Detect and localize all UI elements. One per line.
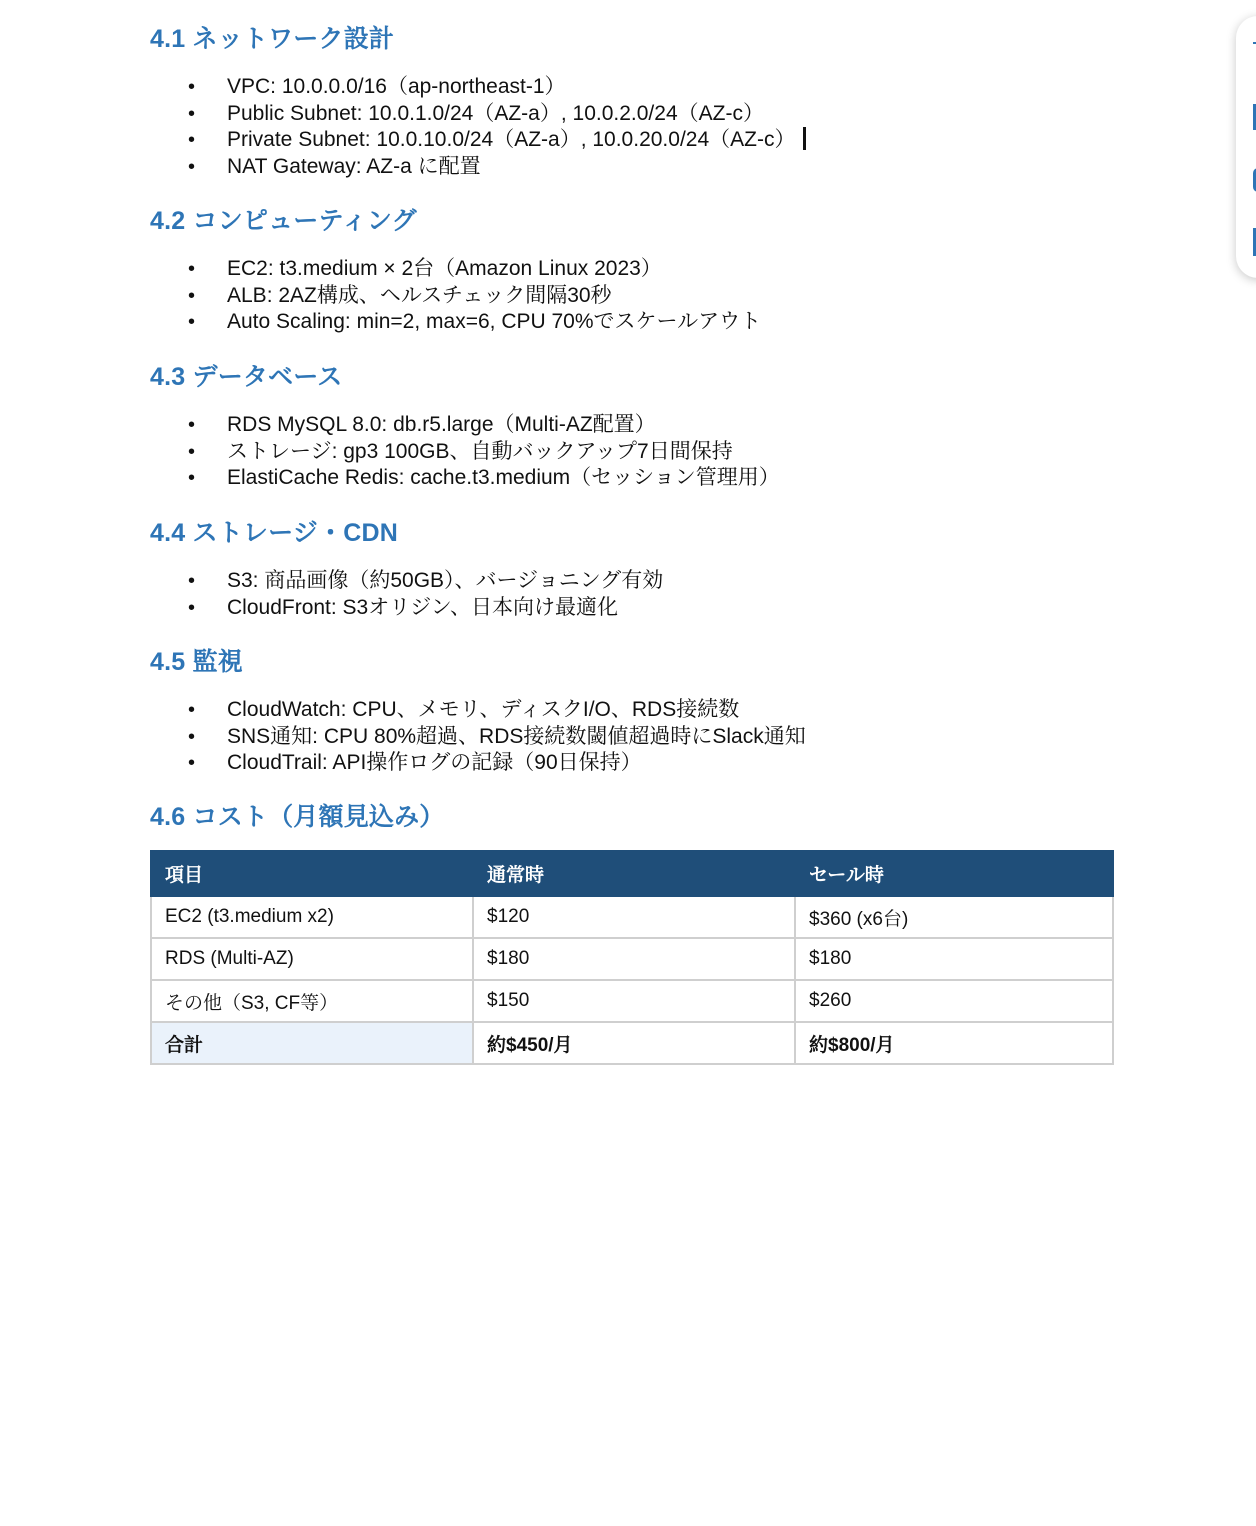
bullet-list [150, 74, 806, 180]
list-item: • ALB: 2AZ構成、ヘルスチェック間隔30秒 [150, 283, 761, 310]
table-cell: $150 [473, 980, 795, 1022]
section-heading: 4.1 ネットワーク設計 [150, 25, 395, 53]
table-row [151, 896, 1113, 938]
list-item: • EC2: t3.medium × 2台（Amazon Linux 2023） [150, 256, 761, 283]
table-cell: $260 [795, 980, 1113, 1022]
text-cursor [803, 127, 806, 150]
list-item: • Private Subnet: 10.0.10.0/24（AZ-a）, 10.0.20.0/24（AZ-c） [150, 127, 806, 154]
list-item: • ElastiCache Redis: cache.t3.medium（セッション管理用） [150, 465, 780, 492]
list-item: • S3: 商品画像（約50GB）、バージョニング有効 [150, 568, 663, 595]
list-item: • CloudFront: S3オリジン、日本向け最適化 [150, 595, 663, 622]
section-network [150, 24, 806, 180]
section-cost [150, 802, 445, 832]
list-item: • CloudTrail: API操作ログの記録（90日保持） [150, 750, 806, 777]
cost-table [150, 850, 1114, 1065]
table-cell: EC2 (t3.medium x2) [151, 896, 473, 938]
column-header: 通常時 [473, 851, 795, 896]
table-row [151, 980, 1113, 1022]
table-total-row [151, 1022, 1113, 1064]
bullet-list [150, 697, 806, 777]
table-cell: $180 [473, 938, 795, 980]
section-heading: 4.6 コスト（月額見込み） [150, 803, 445, 831]
floating-side-toolbar[interactable] [1236, 16, 1256, 278]
bullet-list [150, 568, 663, 621]
total-normal: 約$450/月 [473, 1022, 795, 1064]
table-header-row [151, 851, 1113, 896]
list-item: • Public Subnet: 10.0.1.0/24（AZ-a）, 10.0.2.0/24（AZ-c） [150, 101, 806, 128]
list-item: • VPC: 10.0.0.0/16（ap-northeast-1） [150, 74, 806, 101]
total-label: 合計 [151, 1022, 473, 1064]
section-heading: 4.4 ストレージ・CDN [150, 519, 398, 547]
table-row [151, 938, 1113, 980]
section-monitoring [150, 647, 806, 777]
section-database [150, 362, 780, 492]
list-item: • CloudWatch: CPU、メモリ、ディスクI/O、RDS接続数 [150, 697, 806, 724]
section-heading: 4.5 監視 [150, 648, 243, 676]
list-item: • SNS通知: CPU 80%超過、RDS接続数閾値超過時にSlack通知 [150, 724, 806, 751]
section-computing [150, 206, 761, 336]
table-cell: $120 [473, 896, 795, 938]
list-item: • NAT Gateway: AZ-a に配置 [150, 154, 806, 181]
list-item: • RDS MySQL 8.0: db.r5.large（Multi-AZ配置） [150, 412, 780, 439]
table-cell: $360 (x6台) [795, 896, 1113, 938]
list-item: • ストレージ: gp3 100GB、自動バックアップ7日間保持 [150, 439, 780, 466]
bullet-list [150, 256, 761, 336]
table-cell: その他（S3, CF等） [151, 980, 473, 1022]
column-header: セール時 [795, 851, 1113, 896]
list-item: • Auto Scaling: min=2, max=6, CPU 70%でスケールアウト [150, 309, 761, 336]
column-header: 項目 [151, 851, 473, 896]
table-cell: $180 [795, 938, 1113, 980]
section-storage-cdn [150, 518, 663, 621]
section-heading: 4.3 データベース [150, 363, 343, 391]
total-sale: 約$800/月 [795, 1022, 1113, 1064]
bullet-list [150, 412, 780, 492]
table-cell: RDS (Multi-AZ) [151, 938, 473, 980]
section-heading: 4.2 コンピューティング [150, 207, 417, 235]
